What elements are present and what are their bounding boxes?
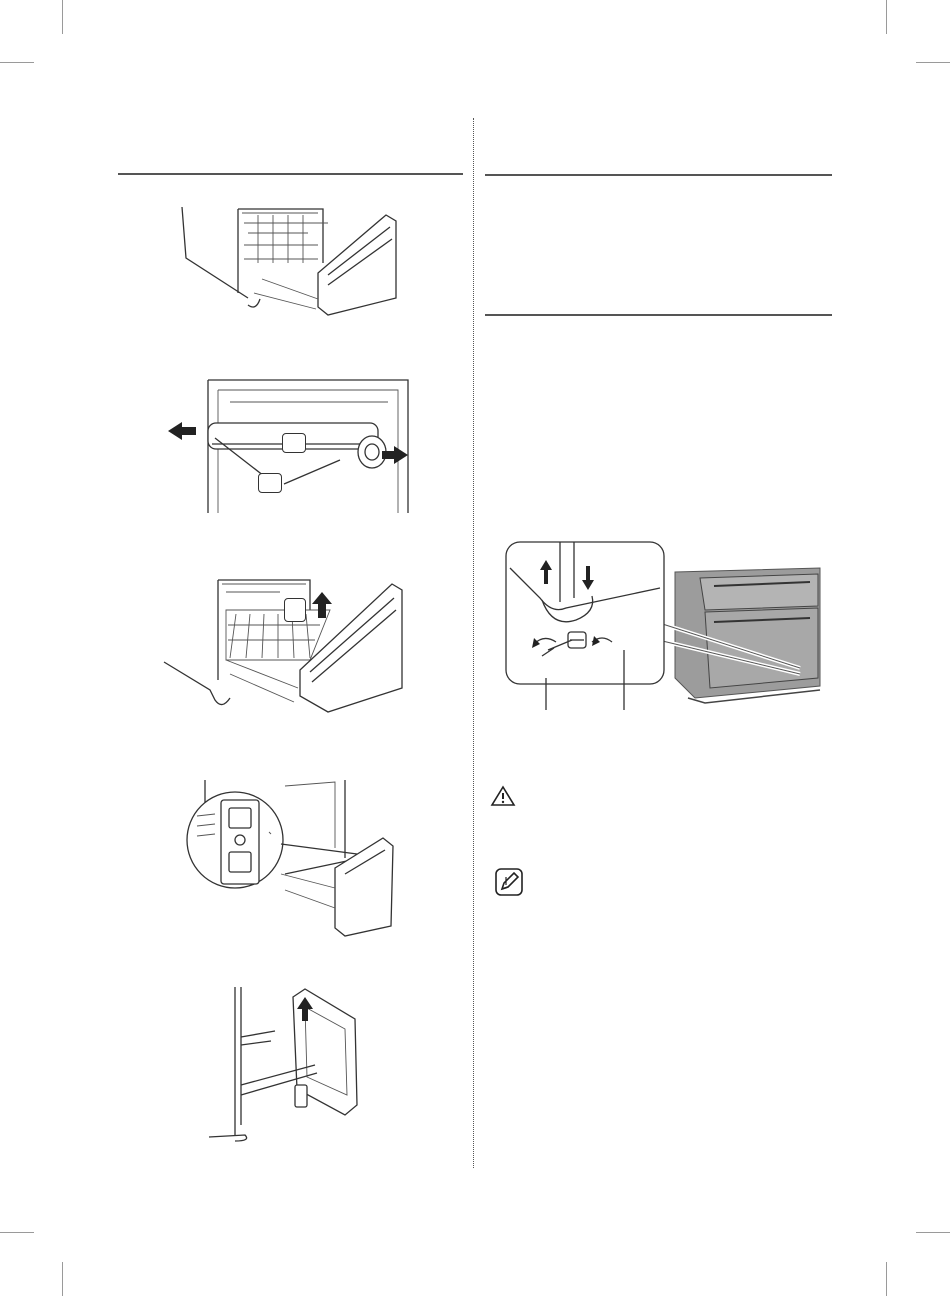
crop-mark [0,62,34,63]
crop-mark [62,1262,63,1296]
crop-mark [916,62,950,63]
crop-mark [886,1262,887,1296]
callout-box [282,433,306,453]
section-rule-right-1 [485,174,832,176]
door-lift-figure [205,985,365,1143]
screw-cover-detail-figure [185,778,395,938]
warning-triangle-icon [490,785,516,807]
inner-bin-lift-figure [160,570,410,718]
crop-mark [0,1232,34,1233]
section-rule-left [118,173,463,175]
callout-box [284,598,306,622]
column-divider [473,118,474,1168]
crop-mark [886,0,887,34]
drawer-open-figure [178,203,408,318]
section-rule-right-2 [485,314,832,316]
note-pencil-icon [494,867,524,897]
crop-mark [916,1232,950,1233]
callout-box [258,473,282,493]
crop-mark [62,0,63,34]
leveling-figure [500,538,830,713]
